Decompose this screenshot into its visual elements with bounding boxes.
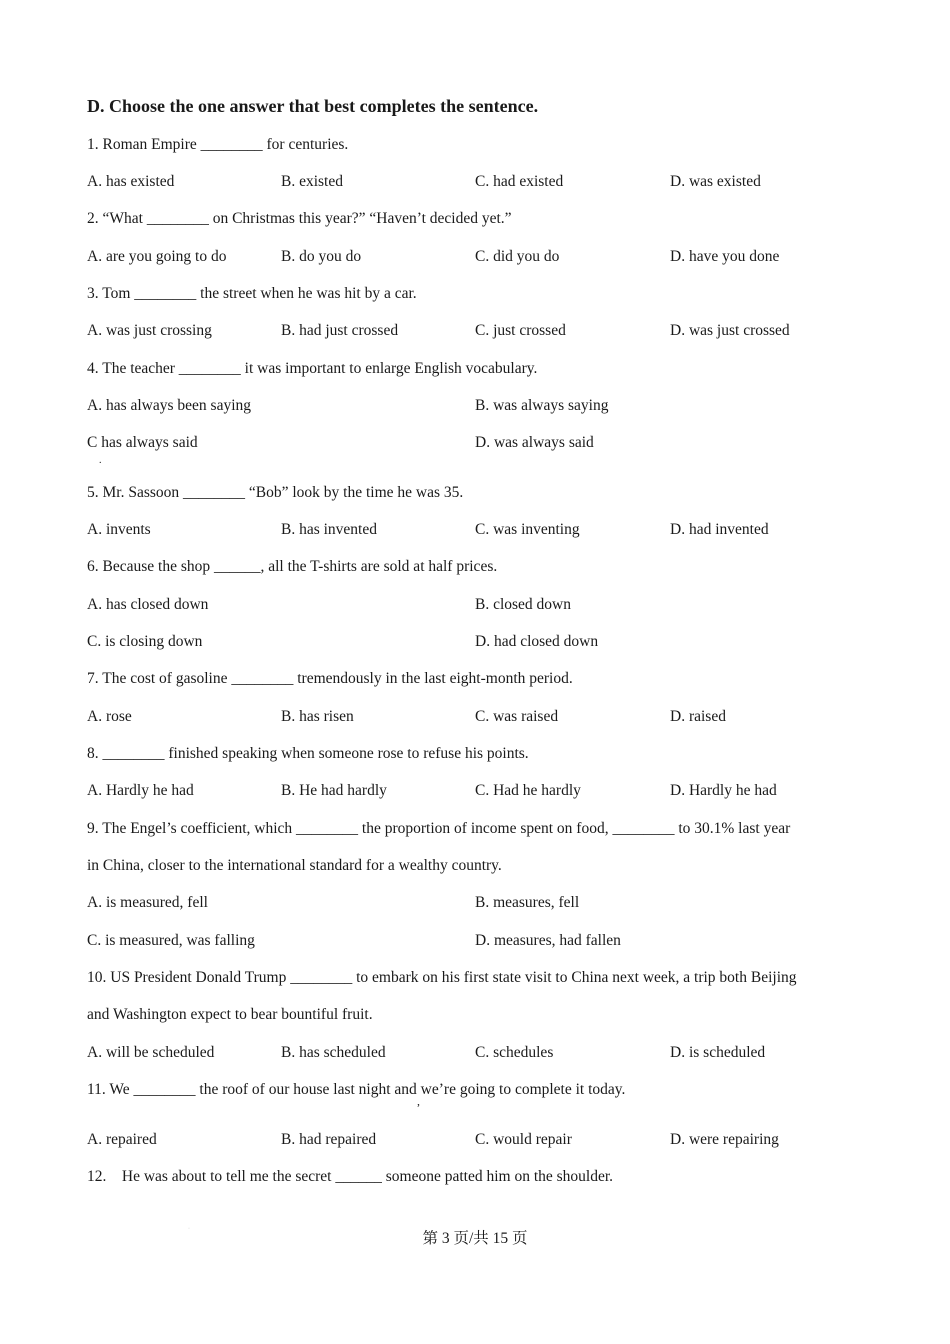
question-11-option-c: C. would repair <box>475 1131 572 1148</box>
question-6-option-b: B. closed down <box>475 596 572 613</box>
question-3-option-d: D. was just crossed <box>670 322 790 339</box>
question-4-option-c: C has always said <box>87 434 198 451</box>
question-7-option-d: D. raised <box>670 708 726 725</box>
question-8-option-c: C. Had he hardly <box>475 782 581 799</box>
question-9-option-a: A. is measured, fell <box>87 894 208 911</box>
question-8-option-a: A. Hardly he had <box>87 782 194 799</box>
question-8-stem: 8. ________ finished speaking when someone rose to refuse his points. <box>87 745 529 762</box>
question-7-stem: 7. The cost of gasoline ________ tremendously in the last eight-month period. <box>87 670 573 687</box>
question-8-option-d: D. Hardly he had <box>670 782 777 799</box>
question-10-stem: 10. US President Donald Trump ________ to embark on his first state visit to China next week, a trip both Beijing <box>87 969 797 986</box>
question-10-option-a: A. will be scheduled <box>87 1044 215 1061</box>
question-12-stem: 12. He was about to tell me the secret ______ someone patted him on the shoulder. <box>87 1168 614 1185</box>
question-2-option-d: D. have you done <box>670 248 780 265</box>
question-2-option-b: B. do you do <box>281 248 362 265</box>
question-1-option-d: D. was existed <box>670 173 761 190</box>
question-4-option-b: B. was always saying <box>475 397 609 414</box>
question-3-option-a: A. was just crossing <box>87 322 212 339</box>
question-4-option-a: A. has always been saying <box>87 397 251 414</box>
question-4-stem: 4. The teacher ________ it was important to enlarge English vocabulary. <box>87 360 538 377</box>
question-9-option-c: C. is measured, was falling <box>87 932 255 949</box>
question-3-option-b: B. had just crossed <box>281 322 399 339</box>
question-3-stem: 3. Tom ________ the street when he was hit by a car. <box>87 285 417 302</box>
question-11-option-d: D. were repairing <box>670 1131 779 1148</box>
question-5-option-b: B. has invented <box>281 521 377 538</box>
question-7-option-a: A. rose <box>87 708 132 725</box>
question-1-stem: 1. Roman Empire ________ for centuries. <box>87 136 349 153</box>
question-9-option-b: B. measures, fell <box>475 894 580 911</box>
question-1-option-b: B. existed <box>281 173 343 190</box>
page-footer: 第 3 页/共 15 页 <box>422 1230 528 1247</box>
question-5-stem: 5. Mr. Sassoon ________ “Bob” look by the time he was 35. <box>87 484 464 501</box>
question-1-option-c: C. had existed <box>475 173 564 190</box>
stray-comma-mark: , <box>417 1094 420 1108</box>
question-11-option-a: A. repaired <box>87 1131 157 1148</box>
question-10-option-c: C. schedules <box>475 1044 554 1061</box>
question-6-option-d: D. had closed down <box>475 633 599 650</box>
stray-dot-mark: . <box>99 455 102 466</box>
question-10-stem-continued: and Washington expect to bear bountiful fruit. <box>87 1006 373 1023</box>
question-10-option-b: B. has scheduled <box>281 1044 386 1061</box>
faint-mark: · <box>188 1226 190 1232</box>
question-6-stem: 6. Because the shop ______, all the T-shirts are sold at half prices. <box>87 558 498 575</box>
question-11-stem: 11. We ________ the roof of our house last night and we’re going to complete it today. <box>87 1081 626 1098</box>
question-1-option-a: A. has existed <box>87 173 175 190</box>
question-9-stem-continued: in China, closer to the international standard for a wealthy country. <box>87 857 502 874</box>
question-2-option-a: A. are you going to do <box>87 248 227 265</box>
question-2-option-c: C. did you do <box>475 248 560 265</box>
question-7-option-b: B. has risen <box>281 708 354 725</box>
question-6-option-c: C. is closing down <box>87 633 203 650</box>
question-7-option-c: C. was raised <box>475 708 559 725</box>
question-11-option-b: B. had repaired <box>281 1131 377 1148</box>
question-5-option-a: A. invents <box>87 521 151 538</box>
question-6-option-a: A. has closed down <box>87 596 209 613</box>
question-9-stem: 9. The Engel’s coefficient, which ________ the proportion of income spent on food, ________ to 30.1% last year <box>87 820 791 837</box>
question-8-option-b: B. He had hardly <box>281 782 387 799</box>
question-9-option-d: D. measures, had fallen <box>475 932 621 949</box>
question-10-option-d: D. is scheduled <box>670 1044 766 1061</box>
question-4-option-d: D. was always said <box>475 434 594 451</box>
question-5-option-c: C. was inventing <box>475 521 580 538</box>
question-3-option-c: C. just crossed <box>475 322 566 339</box>
question-2-stem: 2. “What ________ on Christmas this year?” “Haven’t decided yet.” <box>87 210 512 227</box>
section-heading: D. Choose the one answer that best completes the sentence. <box>87 96 539 116</box>
question-5-option-d: D. had invented <box>670 521 769 538</box>
